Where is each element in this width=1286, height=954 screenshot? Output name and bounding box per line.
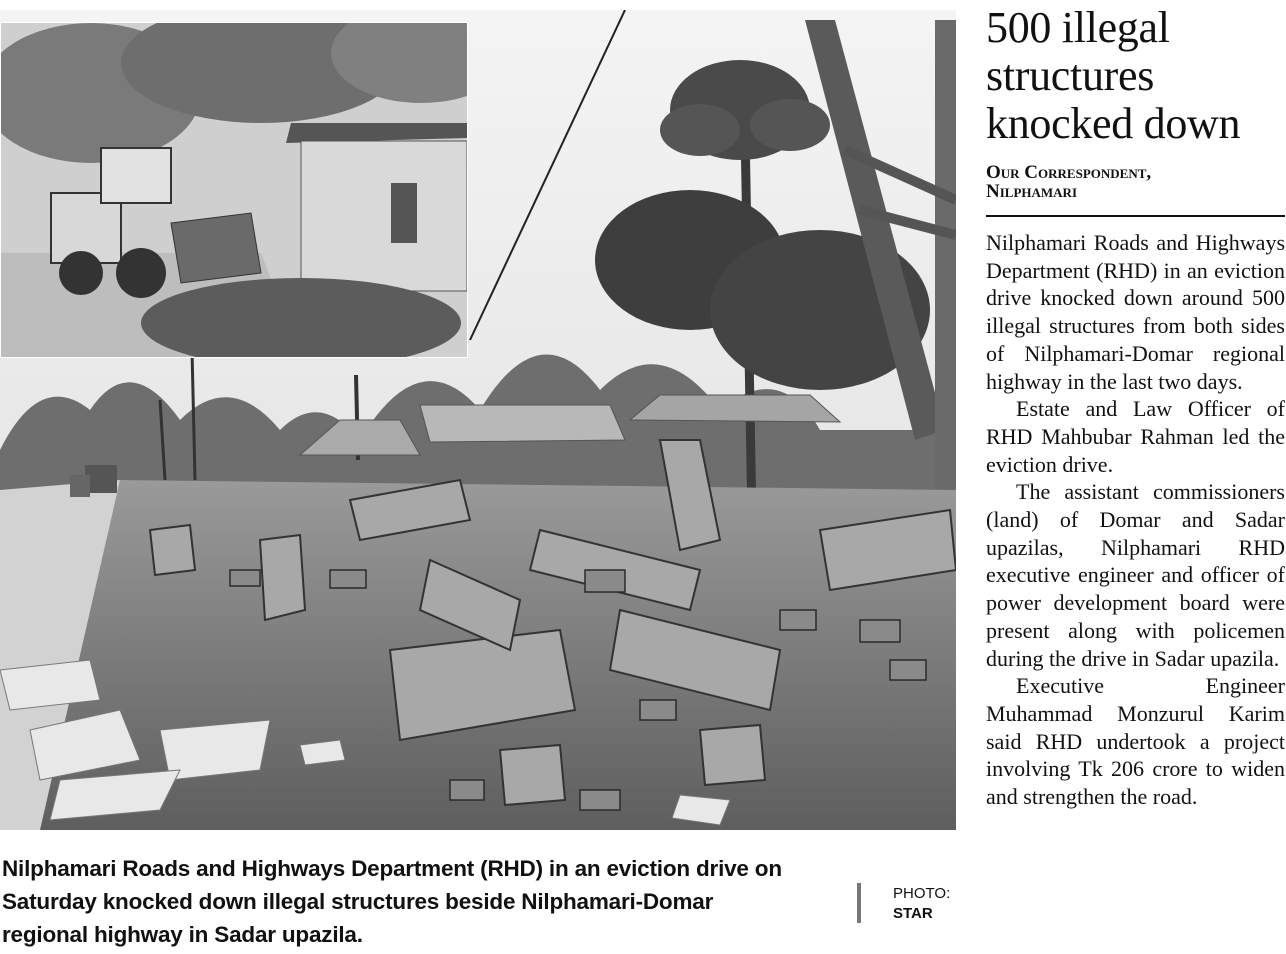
byline-rule: [986, 215, 1285, 217]
byline-author: Our Correspondent,: [986, 162, 1152, 183]
inset-photo: [0, 22, 468, 358]
byline-location: Nilphamari: [986, 181, 1077, 202]
body-paragraph: Estate and Law Officer of RHD Mahbubar Rahman led the eviction drive.: [986, 396, 1285, 477]
credit-divider: [857, 883, 861, 923]
article-body: [986, 229, 1285, 811]
photo-credit-label: PHOTO:: [893, 885, 951, 902]
body-paragraph: Nilphamari Roads and Highways Department (RHD) in an eviction drive knocked down around 500 illegal structures from both sides of Nilphamari-Domar regional highway in the last two days.: [986, 230, 1285, 394]
body-paragraph: The assistant commissioners (land) of Domar and Sadar upazilas, Nilphamari RHD executive engineer and officer of power development board were present along with policemen during the drive in Sadar upazila.: [986, 479, 1285, 671]
photo-credit-source: STAR: [893, 905, 933, 922]
photo-credit: [893, 884, 950, 924]
main-photo: [0, 10, 956, 830]
photo-caption: Nilphamari Roads and Highways Department (RHD) in an eviction drive on Saturday knocked down illegal structures beside Nilphamari-Domar regional highway in Sadar upazila.: [2, 856, 782, 947]
byline: [986, 163, 1286, 201]
body-paragraph: Executive Engineer Muhammad Monzurul Karim said RHD undertook a project involving Tk 206 crore to widen and strengthen the road.: [986, 673, 1285, 810]
headline: 500 illegal structures knocked down: [986, 3, 1241, 148]
